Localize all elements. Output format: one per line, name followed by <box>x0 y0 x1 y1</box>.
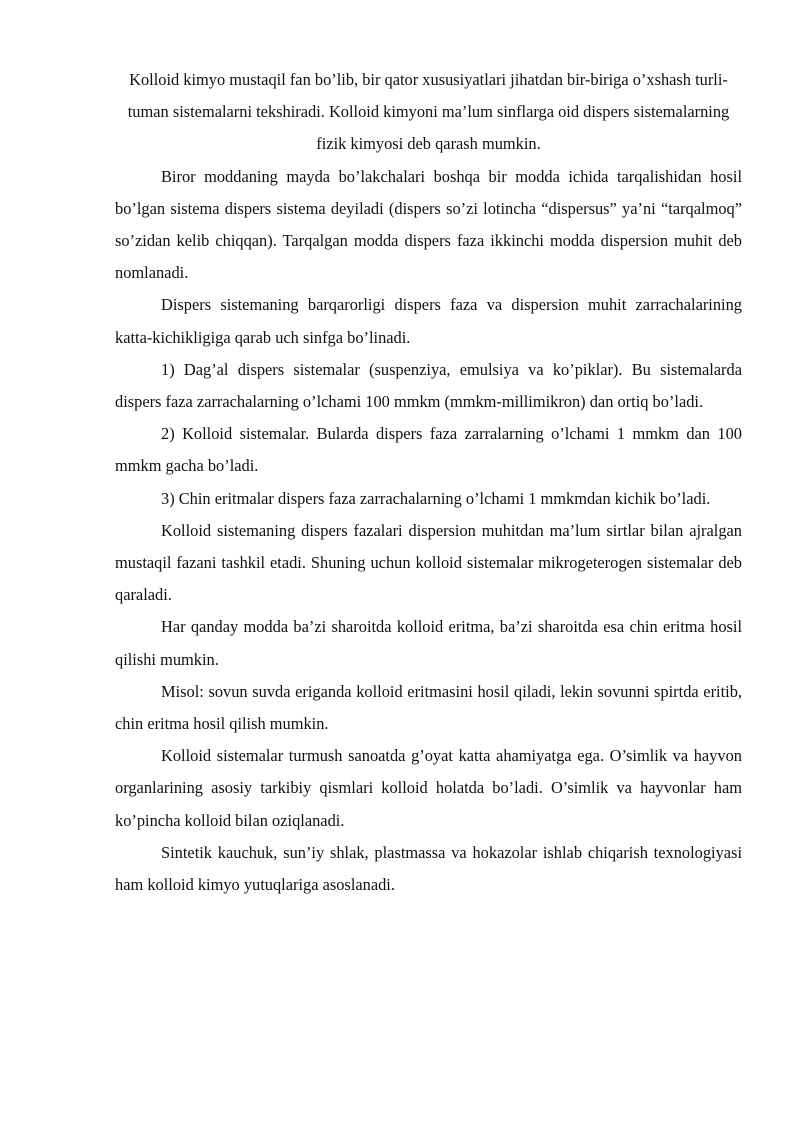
paragraph-coarse-dispers: 1) Dag’al dispers sistemalar (suspenziya, emulsiya va ko’piklar). Bu sistemalarda dispers faza zarrachalarning o’lchami 100 mmkm (mmkm-millimikron) dan ortiq bo’ladi. <box>115 359 742 412</box>
paragraph-true-solutions: 3) Chin eritmalar dispers faza zarrachalarning o’lchami 1 mmkmdan kichik bo’ladi. <box>161 488 711 508</box>
paragraph-microheterogeneous: Kolloid sistemaning dispers fazalari dispersion muhitdan ma’lum sirtlar bilan ajralgan mustaqil fazani tashkil etadi. Shuning uchun kolloid sistemalar mikrogeterogen sistemalar deb qaraladi. <box>115 520 742 605</box>
paragraph-classification: Dispers sistemaning barqarorligi dispers faza va dispersion muhit zarrachalarining katta-kichikligiga qarab uch sinfga bo’linadi. <box>115 295 742 347</box>
paragraph-example-soap: Misol: sovun suvda eriganda kolloid eritmasini hosil qiladi, lekin sovunni spirtda eritib, chin eritma hosil qilish mumkin. <box>115 681 742 734</box>
paragraph-colloid-systems: 2) Kolloid sistemalar. Bularda dispers faza zarralarning o’lchami 1 mmkm dan 100 mmkm gacha bo’ladi. <box>115 424 742 476</box>
document-page <box>115 64 742 901</box>
paragraph-any-substance: Har qanday modda ba’zi sharoitda kolloid eritma, ba’zi sharoitda esa chin eritma hosil qilishi mumkin. <box>115 617 742 669</box>
intro-paragraph: Kolloid kimyo mustaqil fan bo’lib, bir qator xususiyatlari jihatdan bir-biriga o’xshash turli-tuman sistemalarni tekshiradi. Kolloid kimyoni ma’lum sinflarga oid dispers sistemalarning fizik kimyosi deb qarash mumkin. <box>127 70 730 154</box>
paragraph-importance: Kolloid sistemalar turmush sanoatda g’oyat katta ahamiyatga ega. O’simlik va hayvon organlarining asosiy tarkibiy qismlari kolloid holatda bo’ladi. O’simlik va hayvonlar ham ko’pincha kolloid bilan oziqlanadi. <box>115 746 742 830</box>
paragraph-dispers-definition: Biror moddaning mayda bo’lakchalari boshqa bir modda ichida tarqalishidan hosil bo’lgan sistema dispers sistema deyiladi (dispers so’zi lotincha “dispersus” ya’ni “tarqalmoq” so’zidan kelib chiqqan). Tarqalgan modda dispers faza ikkinchi modda dispersion muhit deb nomlanadi. <box>115 166 742 283</box>
paragraph-synthetic-materials: Sintetik kauchuk, sun’iy shlak, plastmassa va hokazolar ishlab chiqarish texnologiyasi ham kolloid kimyo yutuqlariga asoslanadi. <box>115 842 742 895</box>
